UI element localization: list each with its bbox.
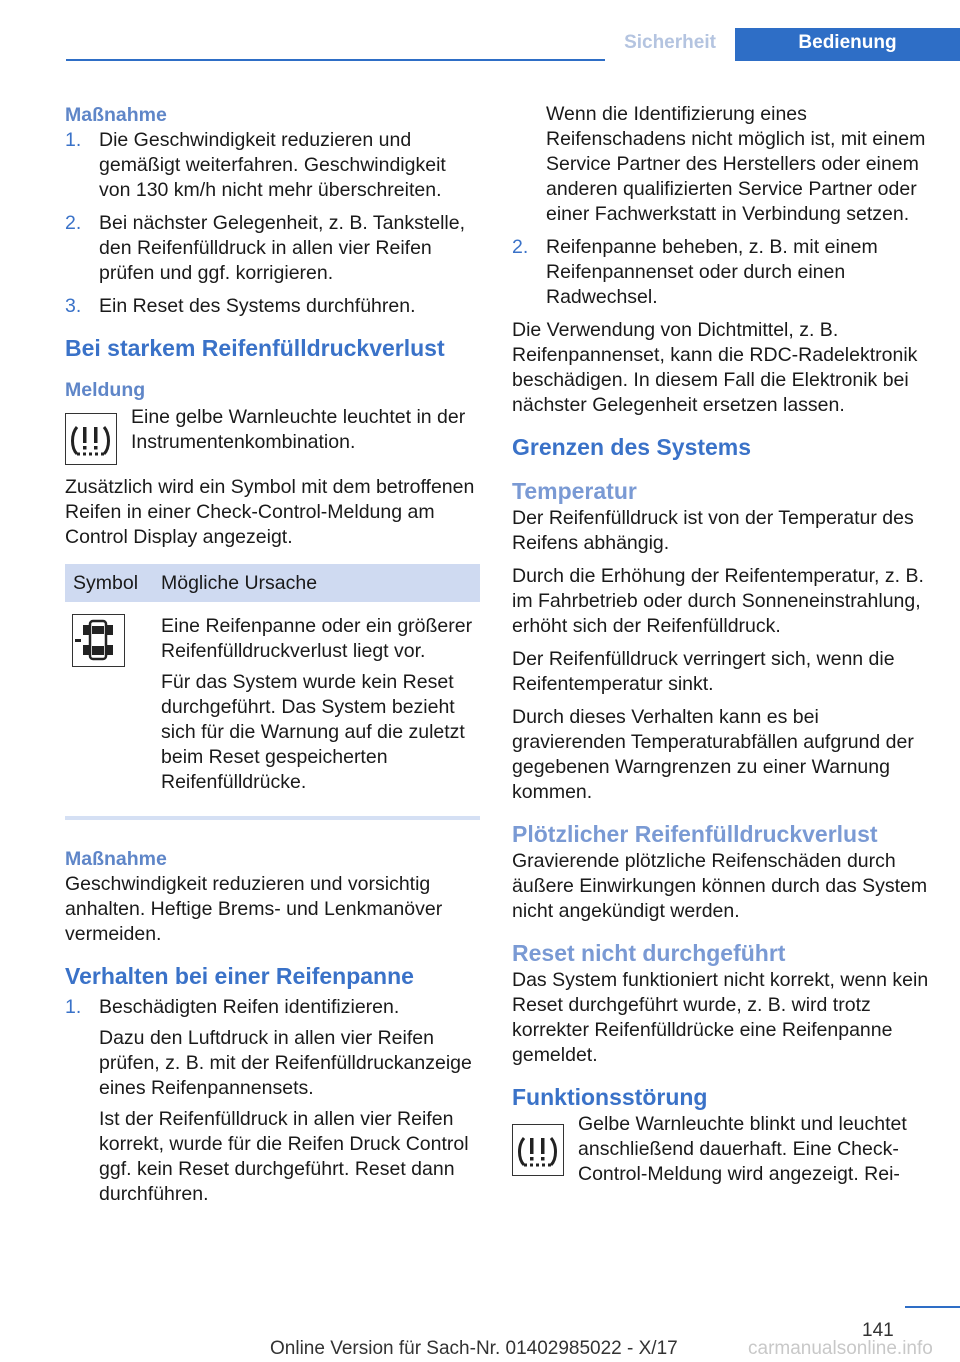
list-item: 2. Bei nächster Gelegenheit, z. B. Tankstelle, den Reifenfülldruck in allen vier Reifen prüfen und ggf. korrigieren. bbox=[65, 212, 466, 284]
massnahme-text: Geschwindigkeit reduzieren und vorsichtig anhalten. Heftige Brems- und Lenkmanöver vermeiden. bbox=[65, 873, 443, 945]
heading-meldung: Meldung bbox=[65, 379, 146, 401]
heading-massnahme: Maßnahme bbox=[65, 848, 167, 870]
list-item: 2. Reifenpanne beheben, z. B. mit einem Reifenpannenset oder durch einen Radwechsel. bbox=[512, 236, 878, 308]
heading-starkem-verlust: Bei starkem Reifenfülldruckverlust bbox=[65, 335, 445, 361]
page-number: 141 bbox=[862, 1320, 894, 1341]
continued-text: Wenn die Identifizierung eines Reifenschadens nicht möglich ist, mit einem Service Partner des Herstellers oder einem anderen qualifizierten Service Partner oder einer Fachwerkstatt in Verbindung setzen. bbox=[546, 103, 926, 225]
zusaetzlich-text: Zusätzlich wird ein Symbol mit dem betroffenen Reifen in einer Check-Control-Meldung am Control Display angezeigt. bbox=[65, 476, 475, 548]
table-cell-text: Für das System wurde kein Reset durchgeführt. Das System bezieht sich für die Warnung auf die zuletzt beim Reset gespeicherten Reifenfülldrücke. bbox=[161, 671, 465, 793]
reset-text: Das System funktioniert nicht korrekt, wenn kein Reset durchgeführt wurde, z. B. wird trotz korrekter Reifenfülldrücke eine Reifenpanne gemeldet. bbox=[512, 969, 929, 1066]
repair-list bbox=[512, 235, 932, 310]
watermark: carmanualsonline.info bbox=[748, 1338, 933, 1359]
heading-grenzen: Grenzen des Systems bbox=[512, 434, 752, 460]
tire-pressure-warning-icon bbox=[512, 1124, 564, 1176]
right-column bbox=[512, 102, 932, 1187]
heading-temperatur: Temperatur bbox=[512, 478, 637, 504]
list-item: 1. Die Geschwindigkeit reduzieren und gemäßigt weiterfahren. Geschwindigkeit von 130 km/h nicht mehr überschreiten. bbox=[65, 129, 446, 201]
table-row bbox=[65, 602, 480, 796]
tab-sicherheit[interactable]: Sicherheit bbox=[605, 28, 735, 61]
tire-pressure-warning-icon bbox=[65, 413, 117, 465]
heading-funktionsstoerung: Funktionsstörung bbox=[512, 1084, 708, 1110]
tab-bedienung[interactable]: Bedienung bbox=[735, 28, 960, 61]
temp-text: Durch die Erhöhung der Reifentemperatur, z. B. im Fahrbetrieb oder durch Sonneneinstrahlung, erhöht sich der Reifenfülldruck. bbox=[512, 565, 924, 637]
list-item: 1. Beschädigten Reifen identifizieren. Dazu den Luftdruck in allen vier Reifen prüfen, z. B. mit der Reifenfülldruckanzeige eines Reifenpannensets. Ist der Reifenfülldruck in allen vier Reifen korrekt, wurde für die Reifen Druck Control ggf. kein Reset durchgeführt. Reset dann durchführen. bbox=[65, 996, 472, 1205]
action-list bbox=[65, 128, 480, 319]
temp-text: Der Reifenfülldruck verringert sich, wenn die Reifentemperatur sinkt. bbox=[512, 648, 895, 695]
symbol-table bbox=[65, 564, 480, 796]
meldung-text: Eine gelbe Warnleuchte leuchtet in der Instrumentenkombination. bbox=[131, 406, 466, 453]
heading-ploetzlich: Plötzlicher Reifenfülldruckverlust bbox=[512, 821, 878, 847]
heading-reset: Reset nicht durchgeführt bbox=[512, 940, 786, 966]
ploetzlich-text: Gravierende plötzliche Reifenschäden durch äußere Einwirkungen können durch das System nicht angekündigt werden. bbox=[512, 850, 928, 922]
footer-rule bbox=[905, 1306, 960, 1308]
car-tire-position-icon bbox=[72, 614, 125, 667]
table-header-ursache: Mögliche Ursache bbox=[153, 564, 480, 602]
table-cell-text: Eine Reifenpanne oder ein größerer Reifenfülldruckverlust liegt vor. bbox=[161, 615, 473, 662]
list-item: 3. Ein Reset des Systems durchführen. bbox=[65, 295, 416, 317]
table-header-symbol: Symbol bbox=[65, 564, 153, 602]
temp-text: Der Reifenfülldruck ist von der Temperatur des Reifens abhängig. bbox=[512, 507, 914, 554]
heading-massnahme: Maßnahme bbox=[65, 104, 167, 126]
funktion-text: Gelbe Warnleuchte blinkt und leuchtet anschließend dauerhaft. Eine Check-Control-Meldung wird angezeigt. Rei- bbox=[578, 1113, 907, 1185]
temp-text: Durch dieses Verhalten kann es bei gravierenden Temperaturabfällen aufgrund der gegebenen Warngrenzen zu einer Warnung kommen. bbox=[512, 706, 914, 803]
left-column bbox=[65, 102, 480, 1207]
dichtmittel-text: Die Verwendung von Dichtmittel, z. B. Reifenpannenset, kann die RDC-Radelektronik beschädigen. In diesem Fall die Elektronik bei nächster Gelegenheit ersetzen lassen. bbox=[512, 319, 918, 416]
panne-list bbox=[65, 995, 480, 1207]
heading-verhalten: Verhalten bei einer Reifenpanne bbox=[65, 963, 414, 989]
online-version-text: Online Version für Sach-Nr. 01402985022 - X/17 bbox=[270, 1338, 678, 1359]
